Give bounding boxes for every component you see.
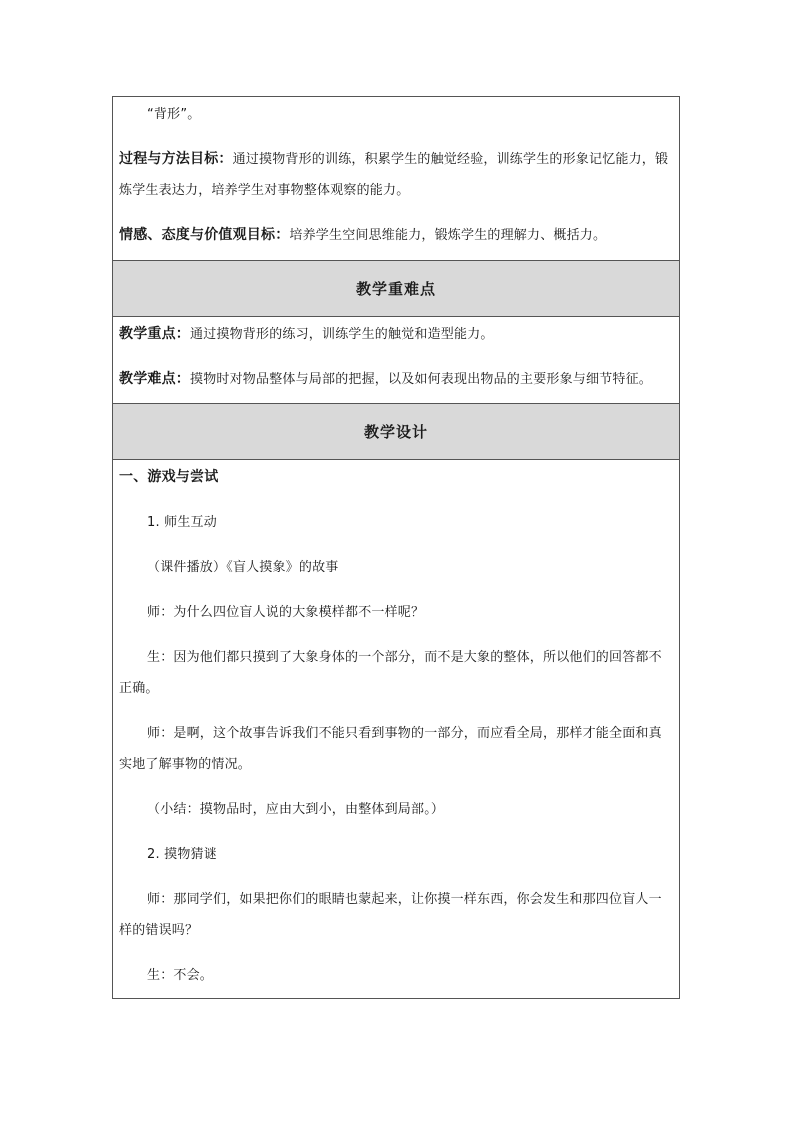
- teaching-difficulty-label: 教学难点：: [119, 371, 190, 387]
- paragraph: 师：为什么四位盲人说的大象模样都不一样呢？: [147, 605, 425, 620]
- process-method-text: 通过摸物背形的训练，积累学生的触觉经验，训练学生的形象记忆能力，锻炼学生表达力，培养学生对事物整体观察的能力。: [119, 152, 669, 198]
- teaching-design-header: 教学设计: [113, 404, 680, 460]
- item-title: 1. 师生互动: [147, 515, 217, 530]
- paragraph: （小结：摸物品时，应由大到小，由整体到局部。）: [147, 802, 445, 817]
- paragraph: 师：那同学们，如果把你们的眼睛也蒙起来，让你摸一样东西，你会发生和那四位盲人一样的错误吗？: [119, 892, 662, 938]
- teaching-focus-label: 教学重点：: [119, 326, 190, 342]
- paragraph: 生：不会。: [147, 968, 214, 983]
- paragraph: 师：是啊，这个故事告诉我们不能只看到事物的一部分，而应看全局，那样才能全面和真实地了解事物的情况。: [119, 726, 662, 772]
- paragraph: 生：因为他们都只摸到了大象身体的一个部分，而不是大象的整体，所以他们的回答都不正确。: [119, 650, 662, 696]
- teaching-goals-cell: [113, 97, 680, 261]
- emotion-attitude-text: 培养学生空间思维能力，锻炼学生的理解力、概括力。: [289, 228, 607, 243]
- teaching-difficulty: [119, 364, 673, 395]
- goals-continuation: “背形”。: [147, 107, 201, 122]
- item-title: 2. 摸物猜谜: [147, 847, 217, 862]
- teaching-focus: [119, 319, 673, 350]
- section-title: 一、游戏与尝试: [119, 469, 219, 485]
- key-points-cell: [113, 317, 680, 404]
- emotion-attitude-goal: [119, 220, 673, 251]
- lesson-plan-table: [112, 96, 680, 999]
- emotion-attitude-label: 情感、态度与价值观目标：: [119, 227, 290, 243]
- key-points-header: 教学重难点: [113, 261, 680, 317]
- process-method-goal: [119, 144, 673, 206]
- process-method-label: 过程与方法目标：: [119, 151, 233, 167]
- paragraph: （课件播放）《盲人摸象》的故事: [147, 560, 339, 575]
- teaching-difficulty-text: 摸物时对物品整体与局部的把握，以及如何表现出物品的主要形象与细节特征。: [190, 372, 653, 387]
- teaching-focus-text: 通过摸物背形的练习，训练学生的触觉和造型能力。: [190, 327, 494, 342]
- teaching-design-cell: [113, 460, 680, 999]
